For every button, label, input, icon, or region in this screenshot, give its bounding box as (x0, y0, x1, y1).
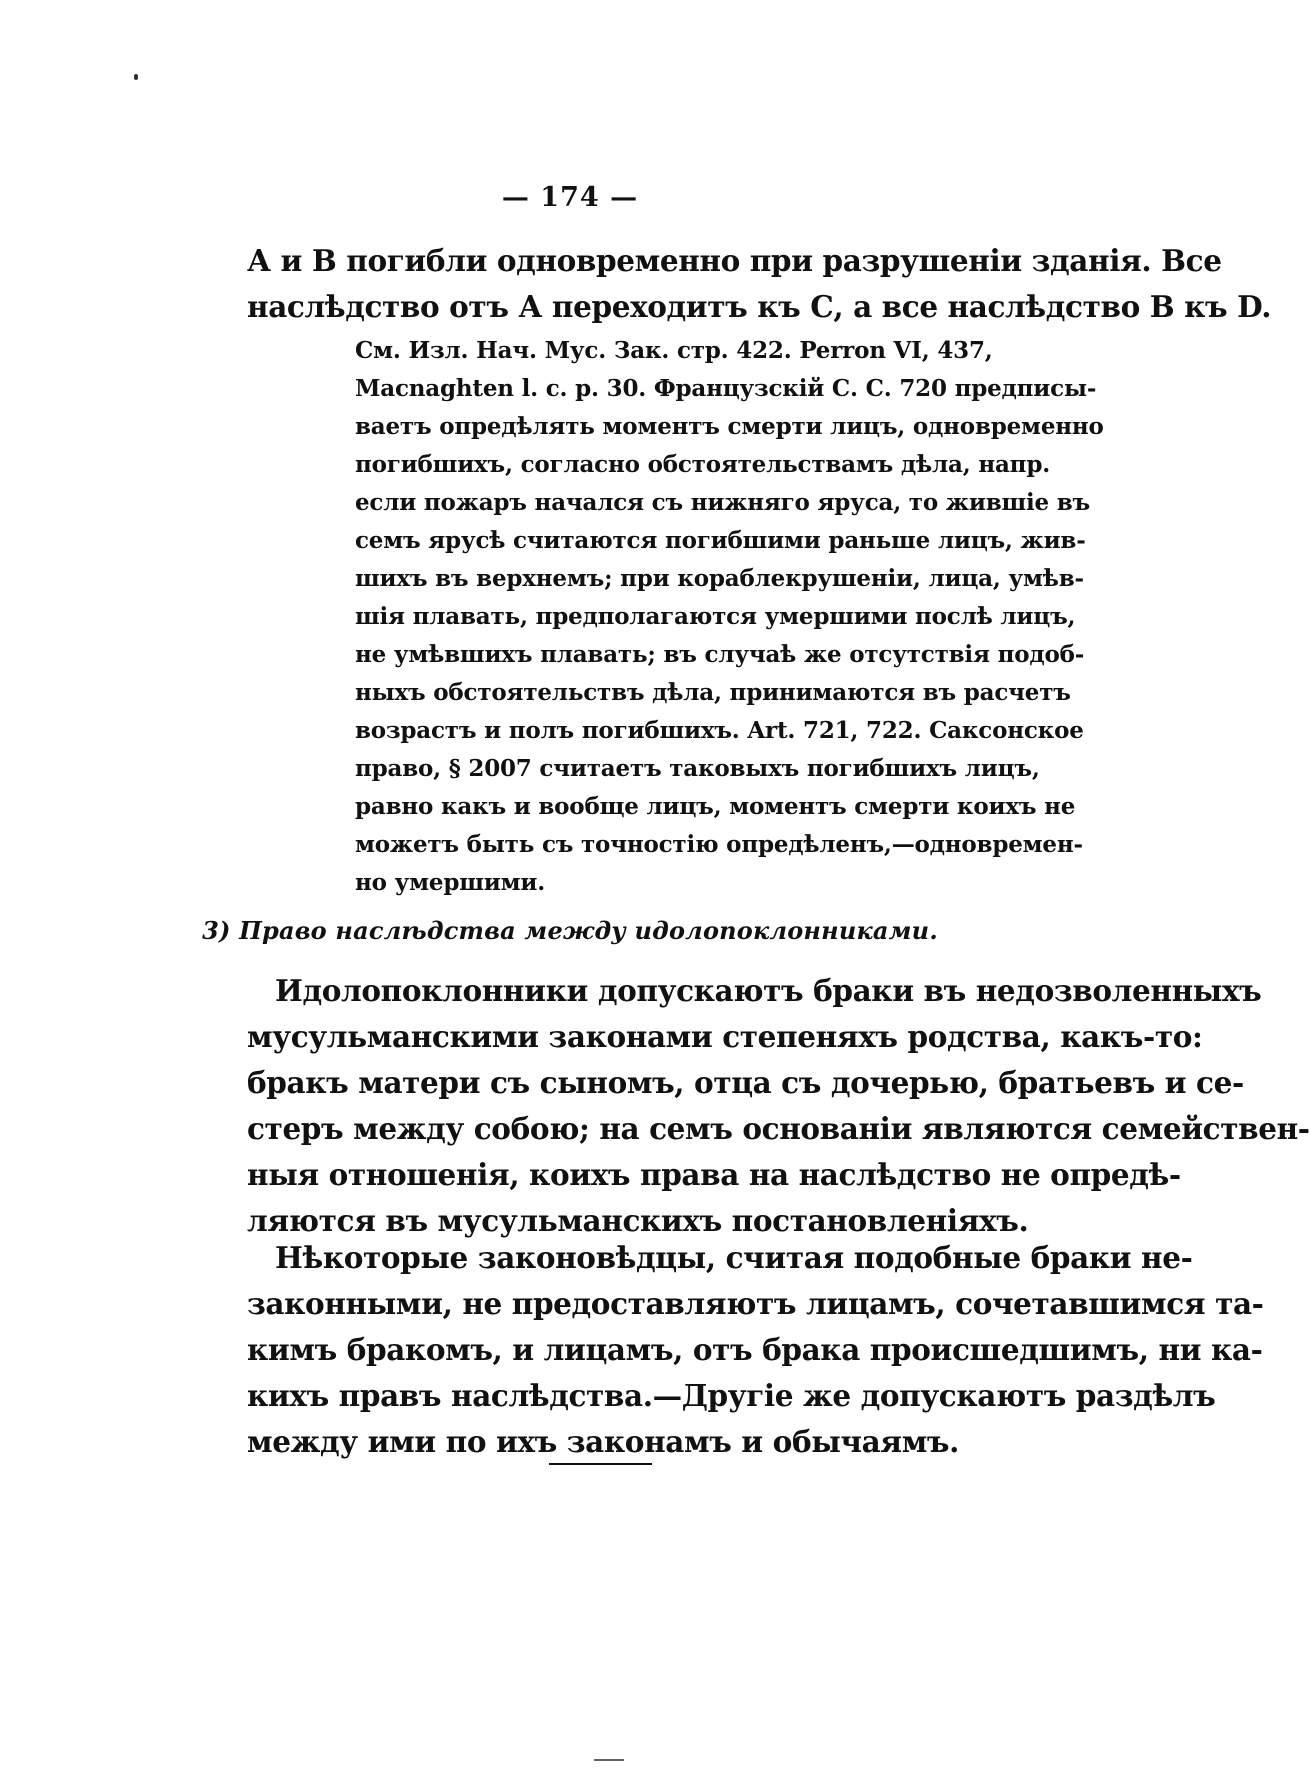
intro-text (247, 238, 1272, 330)
paragraph-line: ляются въ мусульманскихъ постановленіяхъ. (247, 1203, 1029, 1238)
note-line: равно какъ и вообще лицъ, моментъ смерти коихъ не (355, 793, 1076, 820)
paragraph-line: Нѣкоторые законовѣдцы, считая подобные браки не- (275, 1240, 1193, 1275)
paragraph-line: между ими по ихъ законамъ и обычаямъ. (247, 1424, 960, 1459)
paragraph-line: стеръ между собою; на семъ основаніи являются семействен- (247, 1111, 1310, 1146)
paragraph-line: кимъ бракомъ, и лицамъ, отъ брака происшедшимъ, ни ка- (247, 1332, 1263, 1367)
page-number: — 174 — (501, 182, 639, 213)
note-line: можетъ быть съ точностію опредѣленъ,—одновремен- (355, 831, 1083, 858)
paragraph-line: мусульманскими законами степеняхъ родства, какъ-то: (247, 1019, 1203, 1054)
paragraph-line: законными, не предоставляютъ лицамъ, сочетавшимся та- (247, 1286, 1264, 1321)
note-line: возрастъ и полъ погибшихъ. Art. 721, 722. Саксонское (355, 717, 1084, 744)
footnote-block (355, 332, 1104, 902)
paragraph-line: кихъ правъ наслѣдства.—Другіе же допускаютъ раздѣлъ (247, 1378, 1216, 1413)
note-line: См. Изл. Нач. Мус. Зак. стр. 422. Perron VI, 437, (355, 337, 993, 364)
note-line: не умѣвшихъ плавать; въ случаѣ же отсутствія подоб- (355, 641, 1085, 668)
bottom-print-mark (594, 1759, 624, 1761)
print-speck (134, 74, 138, 80)
note-line: но умершими. (355, 869, 546, 896)
note-line: ваетъ опредѣлять моментъ смерти лицъ, одновременно (355, 413, 1104, 440)
note-line: семъ ярусѣ считаются погибшими раньше лицъ, жив- (355, 527, 1086, 554)
paragraph-line: ныя отношенія, коихъ права на наслѣдство не опредѣ- (247, 1157, 1181, 1192)
paragraph-1 (247, 968, 1310, 1244)
note-line: право, § 2007 считаетъ таковыхъ погибшихъ лицъ, (355, 755, 1040, 782)
note-line: шія плавать, предполагаются умершими послѣ лицъ, (355, 603, 1076, 630)
section-heading: 3) Право наслѣдства между идолопоклонниками. (202, 916, 938, 945)
intro-line: А и В погибли одновременно при разрушеніи зданія. Все (247, 243, 1222, 278)
note-line: шихъ въ верхнемъ; при кораблекрушеніи, лица, умѣв- (355, 565, 1084, 592)
note-line: если пожаръ начался съ нижняго яруса, то жившіе въ (355, 489, 1090, 516)
intro-line: наслѣдство отъ А переходитъ къ С, а все наслѣдство В къ D. (247, 289, 1272, 324)
note-line: погибшихъ, согласно обстоятельствамъ дѣла, напр. (355, 451, 1051, 478)
paragraph-line: бракъ матери съ сыномъ, отца съ дочерью, братьевъ и се- (247, 1065, 1244, 1100)
note-line: Macnaghten l. c. p. 30. Французскій С. С. 720 предписы- (355, 375, 1097, 402)
section-end-rule (549, 1463, 652, 1465)
paragraph-line: Идолопоклонники допускаютъ браки въ недозволенныхъ (275, 973, 1262, 1008)
paragraph-2 (247, 1235, 1264, 1465)
note-line: ныхъ обстоятельствъ дѣла, принимаются въ расчетъ (355, 679, 1071, 706)
